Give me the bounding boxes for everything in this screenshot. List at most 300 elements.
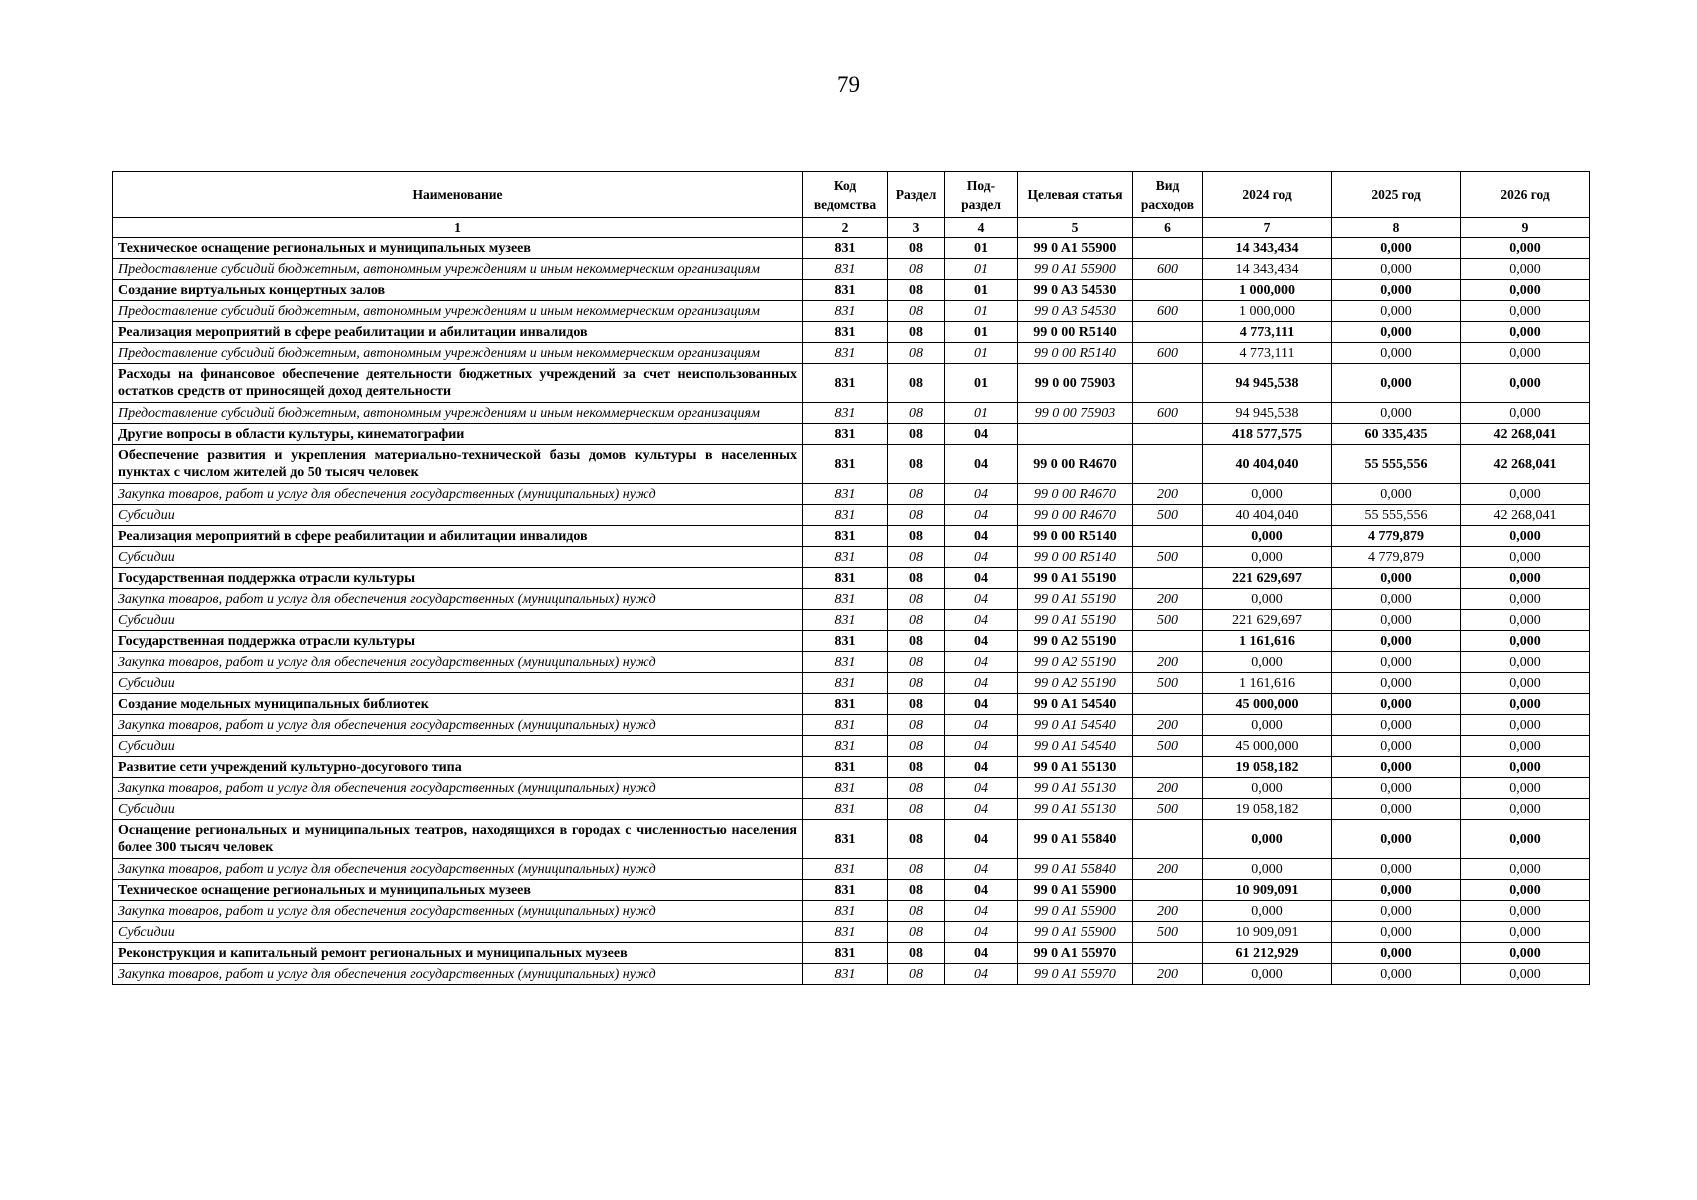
subsection-code: 04 xyxy=(945,652,1018,673)
table-row xyxy=(113,880,1590,901)
row-name: Субсидии xyxy=(113,505,803,526)
amount-2024: 1 000,000 xyxy=(1203,280,1332,301)
section-code: 08 xyxy=(888,259,945,280)
expense-type: 200 xyxy=(1133,964,1203,985)
column-number: 5 xyxy=(1018,218,1133,238)
table-row xyxy=(113,964,1590,985)
amount-2024: 0,000 xyxy=(1203,526,1332,547)
amount-2026: 0,000 xyxy=(1461,631,1590,652)
amount-2025: 0,000 xyxy=(1332,364,1461,403)
expense-type xyxy=(1133,631,1203,652)
row-name: Техническое оснащение региональных и муниципальных музеев xyxy=(113,880,803,901)
target-article: 99 0 00 R4670 xyxy=(1018,484,1133,505)
amount-2024: 1 161,616 xyxy=(1203,673,1332,694)
amount-2024: 61 212,929 xyxy=(1203,943,1332,964)
target-article: 99 0 A1 55900 xyxy=(1018,238,1133,259)
row-name: Предоставление субсидий бюджетным, автономным учреждениям и иным некоммерческим организациям xyxy=(113,301,803,322)
section-code: 08 xyxy=(888,568,945,589)
expense-type: 600 xyxy=(1133,259,1203,280)
subsection-code: 01 xyxy=(945,403,1018,424)
amount-2024: 0,000 xyxy=(1203,859,1332,880)
amount-2026: 0,000 xyxy=(1461,757,1590,778)
section-code: 08 xyxy=(888,343,945,364)
amount-2024: 10 909,091 xyxy=(1203,922,1332,943)
amount-2025: 0,000 xyxy=(1332,238,1461,259)
section-code: 08 xyxy=(888,673,945,694)
amount-2024: 45 000,000 xyxy=(1203,694,1332,715)
row-name: Реализация мероприятий в сфере реабилитации и абилитации инвалидов xyxy=(113,322,803,343)
header-2024: 2024 год xyxy=(1203,172,1332,218)
target-article: 99 0 A1 55970 xyxy=(1018,964,1133,985)
target-article: 99 0 00 R5140 xyxy=(1018,547,1133,568)
amount-2026: 0,000 xyxy=(1461,259,1590,280)
amount-2025: 0,000 xyxy=(1332,652,1461,673)
amount-2024: 0,000 xyxy=(1203,715,1332,736)
subsection-code: 04 xyxy=(945,880,1018,901)
amount-2026: 0,000 xyxy=(1461,301,1590,322)
section-code: 08 xyxy=(888,964,945,985)
section-code: 08 xyxy=(888,652,945,673)
department-code: 831 xyxy=(803,799,888,820)
amount-2025: 4 779,879 xyxy=(1332,547,1461,568)
section-code: 08 xyxy=(888,547,945,568)
header-name: Наименование xyxy=(113,172,803,218)
expense-type: 500 xyxy=(1133,505,1203,526)
target-article: 99 0 A2 55190 xyxy=(1018,652,1133,673)
row-name: Государственная поддержка отрасли культуры xyxy=(113,568,803,589)
row-name: Закупка товаров, работ и услуг для обеспечения государственных (муниципальных) нужд xyxy=(113,859,803,880)
target-article xyxy=(1018,424,1133,445)
table-row xyxy=(113,757,1590,778)
amount-2024: 45 000,000 xyxy=(1203,736,1332,757)
expense-type: 500 xyxy=(1133,673,1203,694)
target-article: 99 0 00 R5140 xyxy=(1018,343,1133,364)
row-name: Субсидии xyxy=(113,610,803,631)
header-code: Код ведомства xyxy=(803,172,888,218)
subsection-code: 01 xyxy=(945,322,1018,343)
amount-2024: 0,000 xyxy=(1203,820,1332,859)
section-code: 08 xyxy=(888,715,945,736)
department-code: 831 xyxy=(803,424,888,445)
amount-2025: 60 335,435 xyxy=(1332,424,1461,445)
department-code: 831 xyxy=(803,610,888,631)
target-article: 99 0 A1 55190 xyxy=(1018,610,1133,631)
section-code: 08 xyxy=(888,322,945,343)
department-code: 831 xyxy=(803,736,888,757)
target-article: 99 0 A1 55130 xyxy=(1018,757,1133,778)
amount-2025: 0,000 xyxy=(1332,280,1461,301)
target-article: 99 0 A2 55190 xyxy=(1018,673,1133,694)
target-article: 99 0 A1 55840 xyxy=(1018,820,1133,859)
department-code: 831 xyxy=(803,694,888,715)
target-article: 99 0 A1 55970 xyxy=(1018,943,1133,964)
subsection-code: 04 xyxy=(945,484,1018,505)
department-code: 831 xyxy=(803,820,888,859)
expense-type: 500 xyxy=(1133,610,1203,631)
header-2026: 2026 год xyxy=(1461,172,1590,218)
subsection-code: 04 xyxy=(945,757,1018,778)
target-article: 99 0 00 75903 xyxy=(1018,403,1133,424)
table-header xyxy=(113,172,1590,238)
expense-type: 500 xyxy=(1133,922,1203,943)
amount-2026: 0,000 xyxy=(1461,799,1590,820)
department-code: 831 xyxy=(803,403,888,424)
expense-type: 500 xyxy=(1133,799,1203,820)
department-code: 831 xyxy=(803,568,888,589)
section-code: 08 xyxy=(888,280,945,301)
table-row xyxy=(113,922,1590,943)
table-row xyxy=(113,322,1590,343)
subsection-code: 04 xyxy=(945,547,1018,568)
amount-2025: 55 555,556 xyxy=(1332,505,1461,526)
row-name: Закупка товаров, работ и услуг для обеспечения государственных (муниципальных) нужд xyxy=(113,964,803,985)
header-2025: 2025 год xyxy=(1332,172,1461,218)
row-name: Закупка товаров, работ и услуг для обеспечения государственных (муниципальных) нужд xyxy=(113,589,803,610)
amount-2024: 94 945,538 xyxy=(1203,364,1332,403)
amount-2024: 1 161,616 xyxy=(1203,631,1332,652)
amount-2025: 0,000 xyxy=(1332,631,1461,652)
subsection-code: 01 xyxy=(945,343,1018,364)
table-row xyxy=(113,280,1590,301)
amount-2025: 0,000 xyxy=(1332,715,1461,736)
section-code: 08 xyxy=(888,859,945,880)
target-article: 99 0 A1 55900 xyxy=(1018,259,1133,280)
column-number: 9 xyxy=(1461,218,1590,238)
amount-2025: 0,000 xyxy=(1332,301,1461,322)
expense-type: 200 xyxy=(1133,715,1203,736)
subsection-code: 04 xyxy=(945,820,1018,859)
amount-2025: 0,000 xyxy=(1332,343,1461,364)
table-row xyxy=(113,424,1590,445)
subsection-code: 04 xyxy=(945,736,1018,757)
department-code: 831 xyxy=(803,484,888,505)
section-code: 08 xyxy=(888,484,945,505)
expense-type xyxy=(1133,364,1203,403)
table-body xyxy=(113,238,1590,985)
amount-2025: 0,000 xyxy=(1332,880,1461,901)
column-number: 7 xyxy=(1203,218,1332,238)
amount-2026: 0,000 xyxy=(1461,901,1590,922)
section-code: 08 xyxy=(888,631,945,652)
department-code: 831 xyxy=(803,589,888,610)
subsection-code: 04 xyxy=(945,694,1018,715)
amount-2024: 19 058,182 xyxy=(1203,757,1332,778)
target-article: 99 0 A1 54540 xyxy=(1018,736,1133,757)
amount-2024: 221 629,697 xyxy=(1203,610,1332,631)
amount-2026: 0,000 xyxy=(1461,652,1590,673)
row-name: Создание модельных муниципальных библиотек xyxy=(113,694,803,715)
row-name: Техническое оснащение региональных и муниципальных музеев xyxy=(113,238,803,259)
amount-2026: 0,000 xyxy=(1461,589,1590,610)
column-number: 3 xyxy=(888,218,945,238)
department-code: 831 xyxy=(803,943,888,964)
target-article: 99 0 00 75903 xyxy=(1018,364,1133,403)
subsection-code: 04 xyxy=(945,859,1018,880)
amount-2024: 14 343,434 xyxy=(1203,238,1332,259)
subsection-code: 01 xyxy=(945,280,1018,301)
amount-2024: 40 404,040 xyxy=(1203,445,1332,484)
amount-2025: 0,000 xyxy=(1332,964,1461,985)
target-article: 99 0 A1 54540 xyxy=(1018,715,1133,736)
target-article: 99 0 A1 55900 xyxy=(1018,901,1133,922)
expense-type: 200 xyxy=(1133,778,1203,799)
target-article: 99 0 00 R4670 xyxy=(1018,445,1133,484)
subsection-code: 04 xyxy=(945,778,1018,799)
amount-2026: 0,000 xyxy=(1461,280,1590,301)
amount-2026: 0,000 xyxy=(1461,922,1590,943)
amount-2024: 19 058,182 xyxy=(1203,799,1332,820)
subsection-code: 01 xyxy=(945,259,1018,280)
amount-2024: 10 909,091 xyxy=(1203,880,1332,901)
section-code: 08 xyxy=(888,820,945,859)
table-row xyxy=(113,526,1590,547)
row-name: Субсидии xyxy=(113,799,803,820)
section-code: 08 xyxy=(888,403,945,424)
amount-2024: 0,000 xyxy=(1203,484,1332,505)
table-row xyxy=(113,364,1590,403)
table-row xyxy=(113,445,1590,484)
row-name: Предоставление субсидий бюджетным, автономным учреждениям и иным некоммерческим организациям xyxy=(113,343,803,364)
amount-2024: 418 577,575 xyxy=(1203,424,1332,445)
target-article: 99 0 A1 54540 xyxy=(1018,694,1133,715)
section-code: 08 xyxy=(888,424,945,445)
amount-2025: 0,000 xyxy=(1332,820,1461,859)
row-name: Развитие сети учреждений культурно-досугового типа xyxy=(113,757,803,778)
amount-2026: 0,000 xyxy=(1461,880,1590,901)
expense-type: 500 xyxy=(1133,736,1203,757)
department-code: 831 xyxy=(803,526,888,547)
table-row xyxy=(113,403,1590,424)
amount-2026: 0,000 xyxy=(1461,484,1590,505)
subsection-code: 04 xyxy=(945,922,1018,943)
section-code: 08 xyxy=(888,694,945,715)
section-code: 08 xyxy=(888,901,945,922)
section-code: 08 xyxy=(888,526,945,547)
section-code: 08 xyxy=(888,445,945,484)
amount-2025: 0,000 xyxy=(1332,322,1461,343)
row-name: Закупка товаров, работ и услуг для обеспечения государственных (муниципальных) нужд xyxy=(113,484,803,505)
department-code: 831 xyxy=(803,922,888,943)
table-row xyxy=(113,610,1590,631)
amount-2025: 0,000 xyxy=(1332,943,1461,964)
row-name: Обеспечение развития и укрепления материально-технической базы домов культуры в населенных пунктах с числом жителей до 50 тысяч человек xyxy=(113,445,803,484)
department-code: 831 xyxy=(803,301,888,322)
subsection-code: 04 xyxy=(945,673,1018,694)
subsection-code: 01 xyxy=(945,364,1018,403)
table-row xyxy=(113,589,1590,610)
table-row xyxy=(113,673,1590,694)
amount-2025: 0,000 xyxy=(1332,259,1461,280)
table-row xyxy=(113,547,1590,568)
budget-table xyxy=(112,171,1590,985)
target-article: 99 0 A1 55190 xyxy=(1018,568,1133,589)
amount-2026: 0,000 xyxy=(1461,547,1590,568)
table-row xyxy=(113,505,1590,526)
department-code: 831 xyxy=(803,322,888,343)
row-name: Создание виртуальных концертных залов xyxy=(113,280,803,301)
row-name: Оснащение региональных и муниципальных театров, находящихся в городах с численностью населения более 300 тысяч человек xyxy=(113,820,803,859)
header-row xyxy=(113,172,1590,218)
expense-type xyxy=(1133,445,1203,484)
table-row xyxy=(113,694,1590,715)
amount-2026: 42 268,041 xyxy=(1461,505,1590,526)
expense-type xyxy=(1133,694,1203,715)
amount-2026: 0,000 xyxy=(1461,238,1590,259)
amount-2026: 42 268,041 xyxy=(1461,445,1590,484)
amount-2024: 0,000 xyxy=(1203,901,1332,922)
amount-2025: 0,000 xyxy=(1332,778,1461,799)
table-row xyxy=(113,238,1590,259)
department-code: 831 xyxy=(803,343,888,364)
expense-type: 200 xyxy=(1133,901,1203,922)
amount-2026: 0,000 xyxy=(1461,610,1590,631)
subsection-code: 04 xyxy=(945,505,1018,526)
subsection-code: 04 xyxy=(945,901,1018,922)
row-name: Закупка товаров, работ и услуг для обеспечения государственных (муниципальных) нужд xyxy=(113,901,803,922)
amount-2024: 40 404,040 xyxy=(1203,505,1332,526)
amount-2025: 55 555,556 xyxy=(1332,445,1461,484)
table-row xyxy=(113,343,1590,364)
department-code: 831 xyxy=(803,280,888,301)
table-row xyxy=(113,715,1590,736)
section-code: 08 xyxy=(888,301,945,322)
expense-type: 200 xyxy=(1133,589,1203,610)
expense-type xyxy=(1133,820,1203,859)
expense-type: 600 xyxy=(1133,301,1203,322)
department-code: 831 xyxy=(803,673,888,694)
table-row xyxy=(113,901,1590,922)
table-row xyxy=(113,568,1590,589)
expense-type xyxy=(1133,880,1203,901)
amount-2024: 0,000 xyxy=(1203,652,1332,673)
department-code: 831 xyxy=(803,631,888,652)
amount-2026: 0,000 xyxy=(1461,568,1590,589)
header-section: Раздел xyxy=(888,172,945,218)
subsection-code: 04 xyxy=(945,610,1018,631)
column-number-row xyxy=(113,218,1590,238)
amount-2024: 14 343,434 xyxy=(1203,259,1332,280)
department-code: 831 xyxy=(803,880,888,901)
table-row xyxy=(113,820,1590,859)
amount-2024: 1 000,000 xyxy=(1203,301,1332,322)
column-number: 1 xyxy=(113,218,803,238)
department-code: 831 xyxy=(803,778,888,799)
amount-2026: 0,000 xyxy=(1461,820,1590,859)
target-article: 99 0 A2 55190 xyxy=(1018,631,1133,652)
amount-2025: 0,000 xyxy=(1332,859,1461,880)
target-article: 99 0 A1 55130 xyxy=(1018,799,1133,820)
amount-2024: 4 773,111 xyxy=(1203,343,1332,364)
subsection-code: 04 xyxy=(945,964,1018,985)
subsection-code: 04 xyxy=(945,424,1018,445)
expense-type xyxy=(1133,568,1203,589)
amount-2025: 0,000 xyxy=(1332,484,1461,505)
column-number: 8 xyxy=(1332,218,1461,238)
department-code: 831 xyxy=(803,445,888,484)
expense-type xyxy=(1133,238,1203,259)
expense-type xyxy=(1133,424,1203,445)
header-subsection: Под-раздел xyxy=(945,172,1018,218)
expense-type: 200 xyxy=(1133,484,1203,505)
target-article: 99 0 A1 55840 xyxy=(1018,859,1133,880)
row-name: Реализация мероприятий в сфере реабилитации и абилитации инвалидов xyxy=(113,526,803,547)
amount-2026: 42 268,041 xyxy=(1461,424,1590,445)
table-row xyxy=(113,652,1590,673)
amount-2025: 0,000 xyxy=(1332,403,1461,424)
row-name: Другие вопросы в области культуры, кинематографии xyxy=(113,424,803,445)
expense-type xyxy=(1133,280,1203,301)
department-code: 831 xyxy=(803,259,888,280)
amount-2026: 0,000 xyxy=(1461,778,1590,799)
amount-2024: 0,000 xyxy=(1203,547,1332,568)
amount-2024: 0,000 xyxy=(1203,778,1332,799)
target-article: 99 0 00 R4670 xyxy=(1018,505,1133,526)
subsection-code: 01 xyxy=(945,301,1018,322)
amount-2026: 0,000 xyxy=(1461,736,1590,757)
department-code: 831 xyxy=(803,859,888,880)
row-name: Закупка товаров, работ и услуг для обеспечения государственных (муниципальных) нужд xyxy=(113,778,803,799)
row-name: Субсидии xyxy=(113,922,803,943)
table-row xyxy=(113,799,1590,820)
subsection-code: 01 xyxy=(945,238,1018,259)
section-code: 08 xyxy=(888,799,945,820)
department-code: 831 xyxy=(803,505,888,526)
department-code: 831 xyxy=(803,547,888,568)
amount-2025: 0,000 xyxy=(1332,922,1461,943)
amount-2025: 4 779,879 xyxy=(1332,526,1461,547)
amount-2024: 4 773,111 xyxy=(1203,322,1332,343)
row-name: Реконструкция и капитальный ремонт региональных и муниципальных музеев xyxy=(113,943,803,964)
amount-2025: 0,000 xyxy=(1332,589,1461,610)
subsection-code: 04 xyxy=(945,943,1018,964)
department-code: 831 xyxy=(803,715,888,736)
table-row xyxy=(113,778,1590,799)
column-number: 4 xyxy=(945,218,1018,238)
column-number: 2 xyxy=(803,218,888,238)
expense-type xyxy=(1133,757,1203,778)
expense-type: 600 xyxy=(1133,343,1203,364)
expense-type: 500 xyxy=(1133,547,1203,568)
row-name: Расходы на финансовое обеспечение деятельности бюджетных учреждений за счет неиспользованных остатков средств от приносящей доход деятельности xyxy=(113,364,803,403)
amount-2025: 0,000 xyxy=(1332,736,1461,757)
amount-2026: 0,000 xyxy=(1461,859,1590,880)
section-code: 08 xyxy=(888,778,945,799)
subsection-code: 04 xyxy=(945,589,1018,610)
row-name: Предоставление субсидий бюджетным, автономным учреждениям и иным некоммерческим организациям xyxy=(113,403,803,424)
row-name: Закупка товаров, работ и услуг для обеспечения государственных (муниципальных) нужд xyxy=(113,715,803,736)
amount-2026: 0,000 xyxy=(1461,364,1590,403)
column-number: 6 xyxy=(1133,218,1203,238)
expense-type xyxy=(1133,526,1203,547)
expense-type: 200 xyxy=(1133,652,1203,673)
target-article: 99 0 A1 55900 xyxy=(1018,922,1133,943)
amount-2025: 0,000 xyxy=(1332,694,1461,715)
target-article: 99 0 00 R5140 xyxy=(1018,322,1133,343)
target-article: 99 0 00 R5140 xyxy=(1018,526,1133,547)
amount-2026: 0,000 xyxy=(1461,715,1590,736)
table-row xyxy=(113,943,1590,964)
amount-2026: 0,000 xyxy=(1461,943,1590,964)
amount-2025: 0,000 xyxy=(1332,799,1461,820)
amount-2024: 0,000 xyxy=(1203,964,1332,985)
row-name: Субсидии xyxy=(113,736,803,757)
section-code: 08 xyxy=(888,736,945,757)
section-code: 08 xyxy=(888,364,945,403)
department-code: 831 xyxy=(803,901,888,922)
amount-2024: 0,000 xyxy=(1203,589,1332,610)
table-row xyxy=(113,484,1590,505)
subsection-code: 04 xyxy=(945,631,1018,652)
